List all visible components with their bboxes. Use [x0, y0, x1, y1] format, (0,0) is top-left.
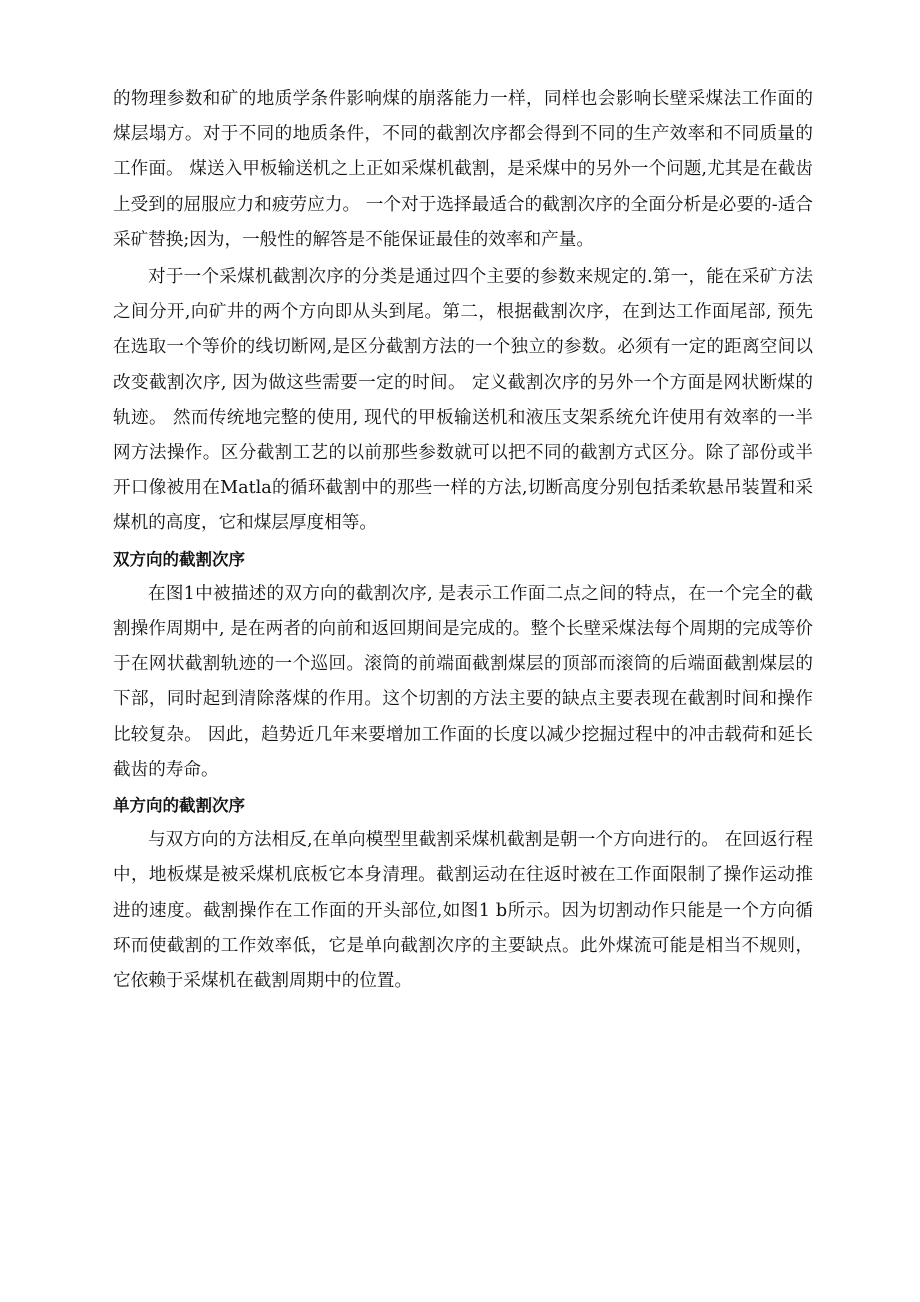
- section-heading-unidirectional: 单方向的截割次序: [113, 796, 245, 816]
- section-heading-bidirectional: 双方向的截割次序: [113, 549, 245, 569]
- paragraph-intro: 的物理参数和矿的地质学条件影响煤的崩落能力一样，同样也会影响长壁采煤法工作面的煤层塌方。对于不同的地质条件，不同的截割次序都会得到不同的生产效率和不同质量的工作面。 煤送入甲板输送机之上正如采煤机截割，是采煤中的另外一个问题,尤其是在截齿上受到的屈服应力和疲劳应力。 一个对于选择最适合的截割次序的全面分析是必要的-适合采矿替换;因为，一般性的解答是不能保证最佳的效率和产量。: [113, 89, 813, 250]
- document-page: [113, 82, 813, 999]
- paragraph-bidirectional: 在图1中被描述的双方向的截割次序, 是表示工作面二点之间的特点，在一个完全的截割操作周期中, 是在两者的向前和返回期间是完成的。整个长壁采煤法每个周期的完成等价于在网状截割轨迹的一个巡回。滚筒的前端面截割煤层的顶部而滚筒的后端面截割煤层的下部，同时起到清除落煤的作用。这个切割的方法主要的缺点主要表现在截割时间和操作比较复杂。 因此，趋势近几年来要增加工作面的长度以减少挖掘过程中的冲击载荷和延长截齿的寿命。: [113, 583, 813, 780]
- paragraph-unidirectional: 与双方向的方法相反,在单向模型里截割采煤机截割是朝一个方向进行的。 在回返行程中，地板煤是被采煤机底板它本身清理。截割运动在往返时被在工作面限制了操作运动推进的速度。截割操作在工作面的开头部位,如图1 b所示。因为切割动作只能是一个方向循环而使截割的工作效率低，它是单向截割次序的主要缺点。此外煤流可能是相当不规则，它依赖于采煤机在截割周期中的位置。: [113, 830, 813, 992]
- paragraph-classification: 对于一个采煤机截割次序的分类是通过四个主要的参数来规定的.第一，能在采矿方法之间分开,向矿井的两个方向即从头到尾。第二，根据截割次序，在到达工作面尾部, 预先在选取一个等价的线切断网,是区分截割方法的一个独立的参数。必须有一定的距离空间以改变截割次序, 因为做这些需要一定的时间。 定义截割次序的另外一个方面是网状断煤的轨迹。 然而传统地完整的使用, 现代的甲板输送机和液压支架系统允许使用有效率的一半网方法操作。区分截割工艺的以前那些参数就可以把不同的截割方式区分。除了部份或半开口像被用在Matla的循环截割中的那些一样的方法,切断高度分别包括柔软悬吊装置和采煤机的高度，它和煤层厚度相等。: [113, 267, 813, 534]
